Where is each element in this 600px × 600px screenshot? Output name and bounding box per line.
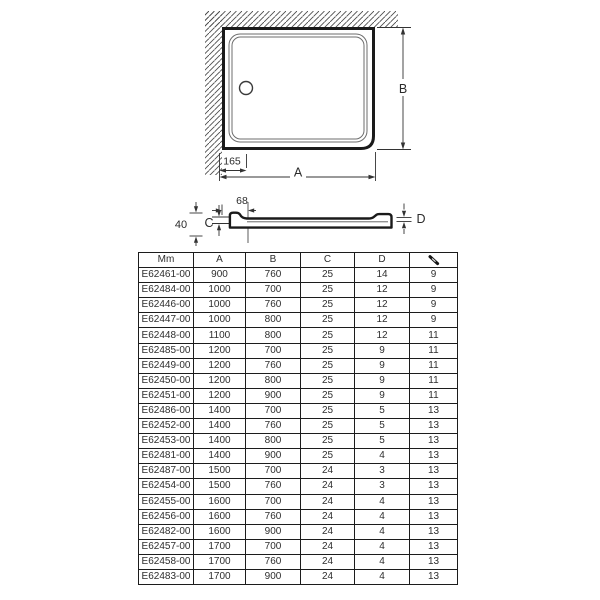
table-row <box>139 554 458 569</box>
dimension-cell: 13 <box>410 494 458 509</box>
table-row <box>139 524 458 539</box>
table-row <box>139 419 458 434</box>
product-code-cell: E62483-00 <box>139 569 194 584</box>
dimension-cell: 13 <box>410 464 458 479</box>
dimension-cell: 800 <box>246 328 301 343</box>
dimensions-table <box>138 252 458 585</box>
dimension-cell: 800 <box>246 434 301 449</box>
side-view <box>175 195 426 246</box>
product-code-cell: E62481-00 <box>139 449 194 464</box>
dimension-cell: 900 <box>246 569 301 584</box>
dimension-cell: 1200 <box>194 373 246 388</box>
table-row <box>139 328 458 343</box>
dimension-cell: 1700 <box>194 569 246 584</box>
dimension-cell: 9 <box>355 358 410 373</box>
dimension-cell: 9 <box>355 373 410 388</box>
dimension-cell: 9 <box>410 313 458 328</box>
table-row <box>139 388 458 403</box>
dimension-cell: 24 <box>301 479 355 494</box>
arrow-left <box>220 175 227 179</box>
dimension-cell: 9 <box>355 388 410 403</box>
table-row <box>139 539 458 554</box>
dimension-cell: 1600 <box>194 494 246 509</box>
dimension-cell: 11 <box>410 388 458 403</box>
product-code-cell: E62461-00 <box>139 268 194 283</box>
header-weight <box>410 253 458 268</box>
table-row <box>139 464 458 479</box>
dimension-cell: 13 <box>410 539 458 554</box>
table-row <box>139 298 458 313</box>
wall-hatch-left <box>205 11 222 175</box>
label-40: 40 <box>174 219 188 231</box>
dimension-cell: 11 <box>410 328 458 343</box>
dimension-cell: 1700 <box>194 554 246 569</box>
table-row <box>139 403 458 418</box>
dimension-cell: 25 <box>301 268 355 283</box>
dimension-cell: 25 <box>301 434 355 449</box>
drain-hole <box>240 82 253 95</box>
dimension-cell: 11 <box>410 343 458 358</box>
dimension-cell: 24 <box>301 494 355 509</box>
arrow-down <box>194 206 198 212</box>
product-code-cell: E62456-00 <box>139 509 194 524</box>
table-row <box>139 358 458 373</box>
arrow-up <box>194 237 198 243</box>
product-code-cell: E62485-00 <box>139 343 194 358</box>
dimension-cell: 13 <box>410 403 458 418</box>
arrow-down <box>401 143 405 150</box>
dimension-cell: 9 <box>355 343 410 358</box>
product-code-cell: E62455-00 <box>139 494 194 509</box>
table-header-row <box>139 253 458 268</box>
dimension-cell: 800 <box>246 313 301 328</box>
dimension-cell: 3 <box>355 464 410 479</box>
dimension-cell: 25 <box>301 449 355 464</box>
table-row <box>139 434 458 449</box>
dimension-cell: 25 <box>301 313 355 328</box>
dimension-cell: 11 <box>410 373 458 388</box>
label-68: 68 <box>236 195 248 207</box>
label-B: B <box>398 82 408 96</box>
dimension-cell: 12 <box>355 298 410 313</box>
arrow-up <box>402 222 406 228</box>
dimension-cell: 1400 <box>194 419 246 434</box>
product-code-cell: E62487-00 <box>139 464 194 479</box>
dimension-cell: 4 <box>355 509 410 524</box>
dimension-cell: 24 <box>301 554 355 569</box>
dimension-cell: 24 <box>301 569 355 584</box>
label-D: D <box>416 212 426 226</box>
table-row <box>139 343 458 358</box>
dimension-cell: 13 <box>410 419 458 434</box>
dimension-cell: 900 <box>194 268 246 283</box>
product-code-cell: E62486-00 <box>139 403 194 418</box>
dimension-cell: 4 <box>355 494 410 509</box>
product-code-cell: E62454-00 <box>139 479 194 494</box>
dimension-cell: 1400 <box>194 403 246 418</box>
arrow-up <box>401 28 405 35</box>
dimension-cell: 1200 <box>194 388 246 403</box>
dimension-cell: 9 <box>410 268 458 283</box>
dimension-cell: 5 <box>355 434 410 449</box>
header-d: D <box>355 253 410 268</box>
table-row <box>139 569 458 584</box>
dimension-cell: 12 <box>355 313 410 328</box>
dimension-cell: 5 <box>355 419 410 434</box>
product-code-cell: E62447-00 <box>139 313 194 328</box>
product-code-cell: E62484-00 <box>139 283 194 298</box>
table-row <box>139 313 458 328</box>
product-code-cell: E62452-00 <box>139 419 194 434</box>
arrow-right <box>369 175 376 179</box>
dimension-cell: 700 <box>246 283 301 298</box>
dimension-cell: 12 <box>355 283 410 298</box>
table-body <box>139 268 458 585</box>
table-row <box>139 283 458 298</box>
dimension-cell: 4 <box>355 539 410 554</box>
wall-hatch-top <box>205 11 398 27</box>
label-A: A <box>293 165 303 180</box>
dimension-cell: 24 <box>301 509 355 524</box>
dimension-cell: 4 <box>355 569 410 584</box>
product-code-cell: E62450-00 <box>139 373 194 388</box>
dimension-cell: 900 <box>246 449 301 464</box>
product-code-cell: E62448-00 <box>139 328 194 343</box>
dimension-cell: 1500 <box>194 464 246 479</box>
dimension-cell: 4 <box>355 449 410 464</box>
dimension-cell: 700 <box>246 494 301 509</box>
dimension-cell: 25 <box>301 343 355 358</box>
dimension-cell: 700 <box>246 403 301 418</box>
dimension-cell: 1600 <box>194 524 246 539</box>
dimension-cell: 13 <box>410 524 458 539</box>
label-C: C <box>204 216 214 230</box>
dimension-cell: 13 <box>410 434 458 449</box>
top-view <box>205 11 411 181</box>
arrow-right <box>240 168 247 172</box>
table-row <box>139 449 458 464</box>
arrow-left <box>248 208 254 212</box>
dimension-cell: 1400 <box>194 434 246 449</box>
product-code-cell: E62482-00 <box>139 524 194 539</box>
dimension-cell: 760 <box>246 509 301 524</box>
dimension-cell: 13 <box>410 554 458 569</box>
dimension-cell: 25 <box>301 298 355 313</box>
tray-profile <box>230 213 392 228</box>
dimension-cell: 1600 <box>194 509 246 524</box>
dimension-cell: 1100 <box>194 328 246 343</box>
dimension-cell: 1200 <box>194 358 246 373</box>
dimension-cell: 700 <box>246 343 301 358</box>
weight-icon <box>426 253 441 267</box>
dimension-cell: 13 <box>410 479 458 494</box>
dimension-cell: 13 <box>410 509 458 524</box>
product-code-cell: E62457-00 <box>139 539 194 554</box>
dimension-cell: 1200 <box>194 343 246 358</box>
table-row <box>139 373 458 388</box>
dimension-cell: 9 <box>410 283 458 298</box>
dimension-D <box>397 204 412 235</box>
arrow-up <box>217 224 221 230</box>
dimension-cell: 800 <box>246 373 301 388</box>
arrow-down <box>402 211 406 217</box>
dimension-C <box>212 205 230 236</box>
dimension-cell: 1000 <box>194 298 246 313</box>
dimension-cell: 13 <box>410 569 458 584</box>
label-165: 165 <box>223 155 241 168</box>
dimension-cell: 24 <box>301 539 355 554</box>
product-code-cell: E62449-00 <box>139 358 194 373</box>
dimension-cell: 4 <box>355 554 410 569</box>
dimension-cell: 1400 <box>194 449 246 464</box>
dimension-cell: 25 <box>301 403 355 418</box>
technical-drawing <box>0 0 600 250</box>
dimension-cell: 24 <box>301 464 355 479</box>
dimension-cell: 25 <box>301 358 355 373</box>
dimension-cell: 760 <box>246 554 301 569</box>
dimension-cell: 900 <box>246 388 301 403</box>
dimension-cell: 4 <box>355 524 410 539</box>
header-mm: Mm <box>139 253 194 268</box>
dimension-cell: 3 <box>355 479 410 494</box>
product-code-cell: E62453-00 <box>139 434 194 449</box>
dimension-cell: 700 <box>246 539 301 554</box>
table-row <box>139 479 458 494</box>
dimension-cell: 700 <box>246 464 301 479</box>
table-row <box>139 494 458 509</box>
product-code-cell: E62458-00 <box>139 554 194 569</box>
dimension-cell: 1000 <box>194 313 246 328</box>
header-a: A <box>194 253 246 268</box>
header-c: C <box>301 253 355 268</box>
product-code-cell: E62451-00 <box>139 388 194 403</box>
table-row <box>139 509 458 524</box>
dimension-cell: 25 <box>301 373 355 388</box>
dimension-cell: 1700 <box>194 539 246 554</box>
dimension-cell: 9 <box>410 298 458 313</box>
dimension-cell: 13 <box>410 449 458 464</box>
table-row <box>139 268 458 283</box>
dimension-cell: 11 <box>410 358 458 373</box>
dimension-cell: 1000 <box>194 283 246 298</box>
dimension-cell: 900 <box>246 524 301 539</box>
product-code-cell: E62446-00 <box>139 298 194 313</box>
dimension-cell: 25 <box>301 419 355 434</box>
dimension-cell: 760 <box>246 298 301 313</box>
dimension-cell: 25 <box>301 328 355 343</box>
dimension-cell: 14 <box>355 268 410 283</box>
dimension-cell: 12 <box>355 328 410 343</box>
dimension-cell: 760 <box>246 419 301 434</box>
header-b: B <box>246 253 301 268</box>
dimension-cell: 1500 <box>194 479 246 494</box>
dimension-cell: 5 <box>355 403 410 418</box>
dimension-cell: 24 <box>301 524 355 539</box>
dimension-cell: 25 <box>301 388 355 403</box>
dimension-cell: 760 <box>246 358 301 373</box>
dimension-cell: 760 <box>246 268 301 283</box>
dimension-cell: 25 <box>301 283 355 298</box>
dimension-cell: 760 <box>246 479 301 494</box>
